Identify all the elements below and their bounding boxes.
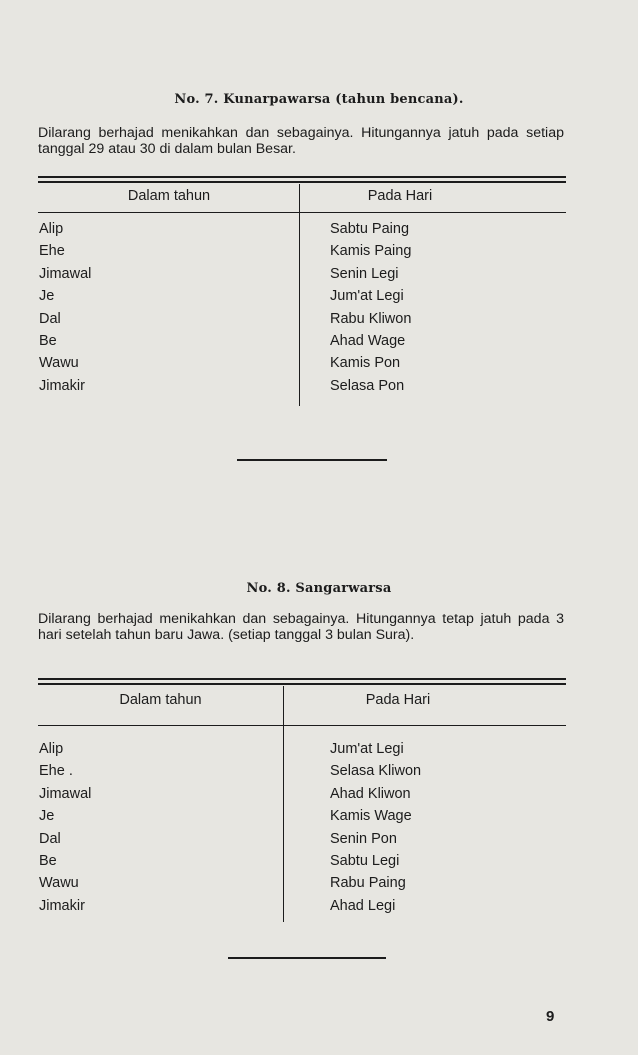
table-8-year-column	[39, 738, 91, 917]
table-8-day-cell: Ahad Kliwon	[330, 785, 411, 802]
section-8-description: Dilarang berhajad menikahkan dan sebagainya. Hitungannya tetap jatuh pada 3 hari setelah tahun baru Jawa. (setiap tanggal 3 bulan Sura).	[38, 611, 564, 643]
table-8-day-column	[330, 738, 421, 917]
table-8-header-year: Dalam tahun	[119, 692, 202, 708]
table-7-day-cell: Ahad Wage	[330, 332, 406, 349]
table-8-day-cell: Ahad Legi	[330, 897, 396, 914]
table-7-year-cell: Ehe	[39, 243, 65, 260]
table-7-day-cell: Sabtu Paing	[330, 221, 410, 237]
table-7-header-day: Pada Hari	[367, 188, 433, 204]
table-8-top-rule-2	[38, 683, 566, 685]
table-8-year-cell: Dal	[39, 830, 61, 847]
page-number: 9	[546, 1008, 555, 1025]
table-8-year-cell: Je	[39, 808, 55, 825]
table-8-header-rule	[38, 725, 566, 726]
table-7-column-divider	[299, 184, 300, 406]
table-8-day-cell: Selasa Kliwon	[330, 763, 422, 780]
table-8-day-cell: Kamis Wage	[330, 808, 412, 825]
section-end-rule	[228, 957, 386, 959]
table-7-year-cell: Jimakir	[39, 377, 85, 394]
table-7-header-year: Dalam tahun	[127, 188, 211, 204]
section-divider-rule	[237, 459, 387, 461]
table-7-top-rule-2	[38, 181, 566, 183]
table-7-year-cell: Je	[39, 288, 55, 305]
table-8-day-cell: Sabtu Legi	[330, 852, 400, 869]
table-8-year-cell: Wawu	[39, 875, 79, 892]
section-7-description: Dilarang berhajad menikahkan dan sebagainya. Hitungannya jatuh pada setiap tanggal 29 atau 30 di dalam bulan Besar.	[38, 125, 564, 157]
table-8-day-cell: Jum'at Legi	[330, 741, 404, 757]
table-8-year-cell: Be	[39, 852, 57, 869]
table-8-year-cell: Jimawal	[39, 785, 92, 802]
table-7-day-cell: Selasa Pon	[330, 377, 405, 394]
table-8-top-rule-1	[38, 678, 566, 680]
table-7-year-cell: Dal	[39, 310, 61, 327]
table-7-header-rule	[38, 212, 566, 213]
table-7-year-cell: Wawu	[39, 355, 79, 372]
table-7-day-cell: Senin Legi	[330, 265, 399, 282]
table-8-year-cell: Ehe .	[39, 763, 73, 780]
table-8-day-cell: Senin Pon	[330, 830, 397, 847]
table-7-day-column	[330, 218, 411, 397]
table-8-day-cell: Rabu Paing	[330, 875, 406, 892]
table-7-year-cell: Jimawal	[39, 265, 92, 282]
table-7-day-cell: Jum'at Legi	[330, 288, 404, 305]
table-8-year-cell: Alip	[39, 741, 64, 757]
table-7-day-cell: Kamis Pon	[330, 355, 401, 372]
table-7-year-column	[39, 218, 91, 397]
table-7-day-cell: Rabu Kliwon	[330, 310, 412, 327]
table-7-day-cell: Kamis Paing	[330, 243, 412, 260]
table-8-column-divider	[283, 686, 284, 922]
section-8-title: No. 8. Sangarwarsa	[246, 581, 392, 596]
section-7-title: No. 7. Kunarpawarsa (tahun bencana).	[174, 92, 464, 107]
table-7-top-rule-1	[38, 176, 566, 178]
table-7-year-cell: Alip	[39, 221, 64, 237]
table-8-header-day: Pada Hari	[365, 692, 431, 708]
table-7-year-cell: Be	[39, 332, 57, 349]
table-8-year-cell: Jimakir	[39, 897, 85, 914]
